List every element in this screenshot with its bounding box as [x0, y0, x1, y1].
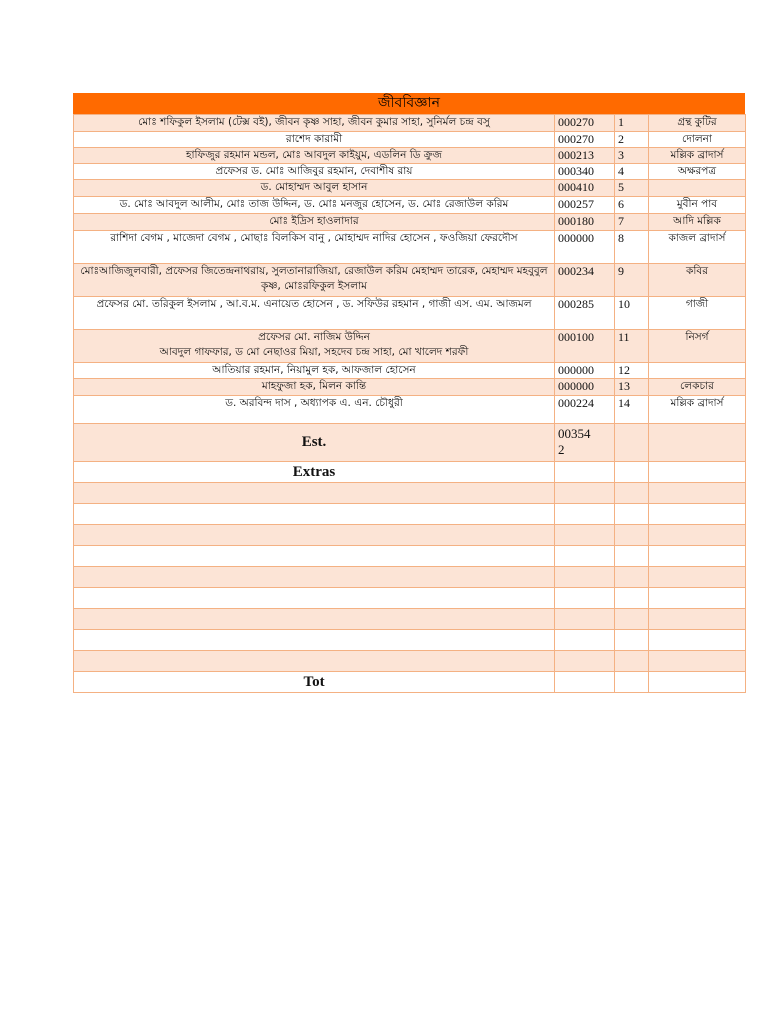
publisher-cell[interactable]: মুবীন পাব [649, 197, 746, 214]
number-cell[interactable]: 4 [615, 164, 649, 180]
blank-row [74, 525, 746, 546]
empty-cell[interactable] [615, 567, 649, 588]
author-cell[interactable]: মোঃ ইদ্রিস হাওলাদার [74, 214, 555, 231]
code-cell[interactable]: 000213 [555, 148, 615, 164]
extras-empty-c3[interactable] [615, 462, 649, 483]
author-cell[interactable]: মাহফুজা হক, মিলন কান্তি [74, 379, 555, 396]
extras-empty-c4[interactable] [649, 462, 746, 483]
number-cell[interactable]: 1 [615, 115, 649, 132]
publisher-cell[interactable]: আদি মল্লিক [649, 214, 746, 231]
number-cell[interactable]: 14 [615, 396, 649, 424]
blank-row [74, 567, 746, 588]
empty-cell[interactable] [615, 546, 649, 567]
table-row [74, 330, 746, 363]
table-row [74, 214, 746, 231]
table-row [74, 297, 746, 330]
empty-cell[interactable] [74, 546, 555, 567]
publisher-cell[interactable]: কবির [649, 264, 746, 297]
empty-cell[interactable] [615, 525, 649, 546]
number-cell[interactable]: 10 [615, 297, 649, 330]
code-cell[interactable]: 000000 [555, 379, 615, 396]
code-cell[interactable]: 000340 [555, 164, 615, 180]
empty-cell[interactable] [555, 525, 615, 546]
table-row [74, 396, 746, 424]
empty-cell[interactable] [649, 588, 746, 609]
est-label[interactable]: Est. [74, 424, 555, 462]
table-row [74, 132, 746, 148]
table-row [74, 264, 746, 297]
blank-row [74, 546, 746, 567]
author-cell[interactable]: প্রফেসর ড. মোঃ আজিবুর রহমান, দেবাশীষ রায় [74, 164, 555, 180]
empty-cell[interactable] [649, 483, 746, 504]
empty-cell[interactable] [649, 609, 746, 630]
empty-cell[interactable] [615, 483, 649, 504]
number-cell[interactable]: 7 [615, 214, 649, 231]
total-empty-c3[interactable] [615, 672, 649, 693]
empty-cell[interactable] [74, 630, 555, 651]
number-cell[interactable]: 2 [615, 132, 649, 148]
author-cell[interactable]: মোঃ শফিকুল ইসলাম (টেক্স বই), জীবন কৃষ্ণ সাহা, জীবন কুমার সাহা, সুনির্মল চন্দ্র বসু [74, 115, 555, 132]
est-row [74, 424, 746, 462]
code-cell[interactable]: 000285 [555, 297, 615, 330]
code-cell[interactable]: 000410 [555, 180, 615, 197]
publisher-cell[interactable]: নিসর্গ [649, 330, 746, 363]
code-cell[interactable]: 000270 [555, 132, 615, 148]
empty-cell[interactable] [615, 504, 649, 525]
est-empty-c3[interactable] [615, 424, 649, 462]
empty-cell[interactable] [649, 567, 746, 588]
empty-cell[interactable] [615, 651, 649, 672]
empty-cell[interactable] [649, 504, 746, 525]
empty-cell[interactable] [615, 630, 649, 651]
summary-body [74, 424, 746, 483]
table-row [74, 197, 746, 214]
publisher-cell[interactable]: মল্লিক ব্রাদার্স [649, 148, 746, 164]
author-cell[interactable]: আতিয়ার রহমান, নিয়ামুল হক, আফজাল হোসেন [74, 363, 555, 379]
code-cell[interactable]: 000000 [555, 363, 615, 379]
empty-cell[interactable] [555, 609, 615, 630]
empty-cell[interactable] [555, 630, 615, 651]
publisher-cell[interactable]: অক্ষরপত্র [649, 164, 746, 180]
empty-cell[interactable] [555, 483, 615, 504]
book-table [73, 114, 746, 693]
publisher-cell[interactable]: গাজী [649, 297, 746, 330]
author-cell[interactable]: ড. মোহাম্মদ আবুল হাসান [74, 180, 555, 197]
empty-cell[interactable] [649, 546, 746, 567]
number-cell[interactable]: 13 [615, 379, 649, 396]
empty-cell[interactable] [615, 609, 649, 630]
empty-cell[interactable] [555, 567, 615, 588]
empty-cell[interactable] [74, 504, 555, 525]
empty-cell[interactable] [74, 483, 555, 504]
extras-empty-c2[interactable] [555, 462, 615, 483]
code-cell[interactable]: 000234 [555, 264, 615, 297]
blank-row [74, 504, 746, 525]
code-cell[interactable]: 000000 [555, 231, 615, 264]
code-cell[interactable]: 000224 [555, 396, 615, 424]
empty-cell[interactable] [649, 630, 746, 651]
number-cell[interactable]: 3 [615, 148, 649, 164]
spreadsheet [73, 93, 745, 693]
author-cell[interactable]: ড. মোঃ আবদুল আলীম, মোঃ তাজ উদ্দিন, ড. মোঃ মনজুর হোসেন, ড. মোঃ রেজাউল করিম [74, 197, 555, 214]
table-row [74, 231, 746, 264]
publisher-cell[interactable] [649, 180, 746, 197]
author-cell[interactable]: রাশিদা বেগম , মাজেদা বেগম , মোছাঃ বিলকিস বানু , মোহাম্মদ নাদির হোসেন , ফওজিয়া ফেরদৌস [74, 231, 555, 264]
number-cell[interactable]: 5 [615, 180, 649, 197]
empty-cell[interactable] [555, 504, 615, 525]
code-cell[interactable]: 000270 [555, 115, 615, 132]
publisher-cell[interactable]: কাজল ব্রাদার্স [649, 231, 746, 264]
total-row [74, 672, 746, 693]
blank-row [74, 609, 746, 630]
est-value[interactable]: 00354 2 [555, 424, 615, 462]
number-cell[interactable]: 8 [615, 231, 649, 264]
table-row [74, 379, 746, 396]
blank-row [74, 651, 746, 672]
empty-cell[interactable] [74, 525, 555, 546]
publisher-cell[interactable]: গ্রন্থ কুটির [649, 115, 746, 132]
number-cell[interactable]: 9 [615, 264, 649, 297]
publisher-cell[interactable]: লেকচার [649, 379, 746, 396]
number-cell[interactable]: 11 [615, 330, 649, 363]
empty-cell[interactable] [74, 651, 555, 672]
publisher-cell[interactable]: মল্লিক ব্রাদার্স [649, 396, 746, 424]
extras-row [74, 462, 746, 483]
table-row [74, 164, 746, 180]
table-row [74, 115, 746, 132]
est-empty-c4[interactable] [649, 424, 746, 462]
publisher-cell[interactable] [649, 363, 746, 379]
empty-cell[interactable] [74, 567, 555, 588]
total-body [74, 672, 746, 693]
empty-cell[interactable] [555, 546, 615, 567]
empty-cell[interactable] [649, 651, 746, 672]
total-empty-c2[interactable] [555, 672, 615, 693]
table-row [74, 363, 746, 379]
empty-cell[interactable] [74, 588, 555, 609]
sheet-title[interactable]: জীববিজ্ঞান [73, 93, 745, 114]
code-cell[interactable]: 000257 [555, 197, 615, 214]
table-row [74, 180, 746, 197]
author-cell[interactable]: প্রফেসর মো. নাজিম উদ্দিন আবদুল গাফফার, ড মো নেছাওর মিয়া, সহদেব চন্দ্র সাহা, মো খালেদ শরফী [74, 330, 555, 363]
author-cell[interactable]: ড. অরবিন্দ দাস , অধ্যাপক এ. এন. চৌধুরী [74, 396, 555, 424]
author-cell[interactable]: হাফিজুর রহমান মন্ডল, মোঃ আবদুল কাইয়ুম, এডলিন ডি ক্রুজ [74, 148, 555, 164]
empty-cell[interactable] [555, 651, 615, 672]
number-cell[interactable]: 12 [615, 363, 649, 379]
empty-cell[interactable] [649, 525, 746, 546]
table-row [74, 148, 746, 164]
publisher-cell[interactable]: দোলনা [649, 132, 746, 148]
author-cell[interactable]: মোঃআজিজুলবারী, প্রফেসর জিতেন্দ্রনাথরায়, সুলতানারাজিয়া, রেজাউল করিম মেহাম্মদ তারেক, মেহাম্মদ মহবুবুল কৃষ্ণ, মোঃরফিকুল ইসলাম [74, 264, 555, 297]
code-cell[interactable]: 000100 [555, 330, 615, 363]
number-cell[interactable]: 6 [615, 197, 649, 214]
blank-row [74, 588, 746, 609]
blank-rows [74, 483, 746, 672]
author-cell[interactable]: প্রফেসর মো. তরিকুল ইসলাম , আ.ব.ম. এনায়েত হোসেন , ড. সফিউর রহমান , গাজী এস. এম. আজমল [74, 297, 555, 330]
author-cell[interactable]: রাশেদ কারামী [74, 132, 555, 148]
empty-cell[interactable] [555, 588, 615, 609]
code-cell[interactable]: 000180 [555, 214, 615, 231]
extras-label[interactable]: Extras [74, 462, 555, 483]
total-label[interactable]: Tot [74, 672, 555, 693]
empty-cell[interactable] [615, 588, 649, 609]
table-body [74, 115, 746, 424]
empty-cell[interactable] [74, 609, 555, 630]
blank-row [74, 483, 746, 504]
blank-row [74, 630, 746, 651]
total-empty-c4[interactable] [649, 672, 746, 693]
